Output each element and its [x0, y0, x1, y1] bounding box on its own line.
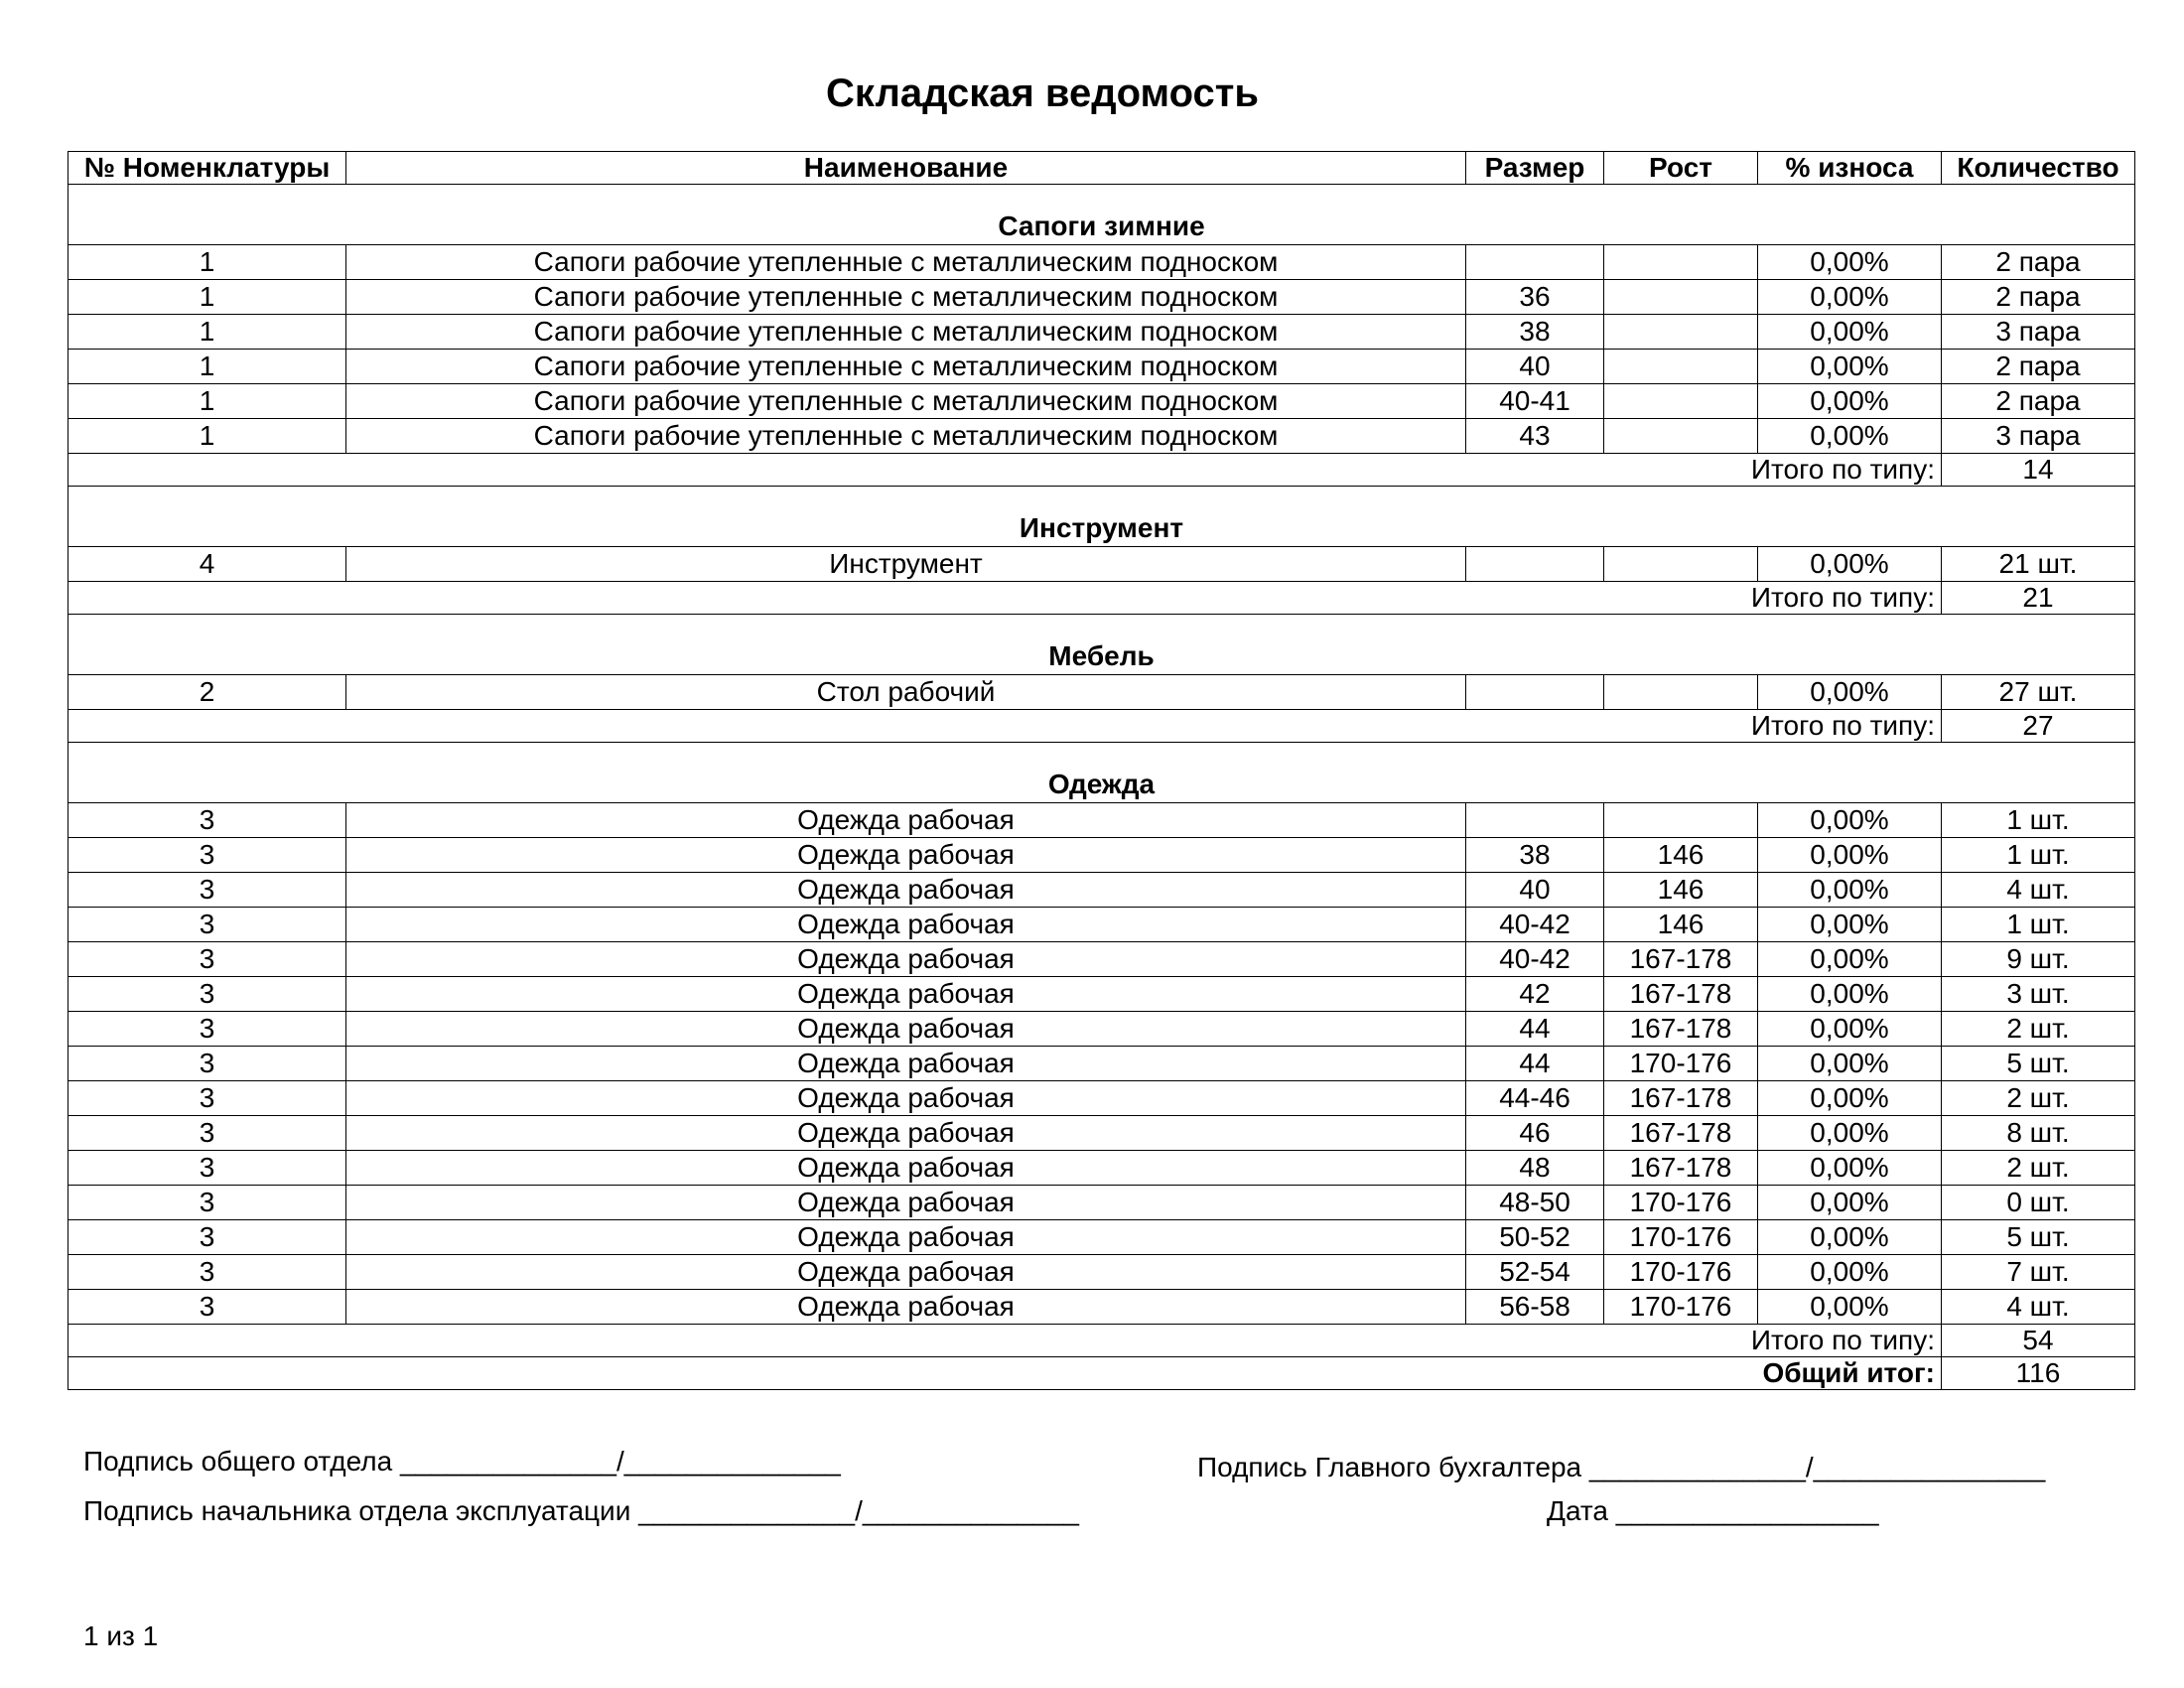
group-title: Одежда — [68, 743, 2135, 803]
column-header-quantity: Количество — [1942, 152, 2135, 185]
cell-name: Одежда рабочая — [346, 803, 1466, 838]
cell-quantity: 4 шт. — [1942, 873, 2135, 908]
cell-wear: 0,00% — [1758, 838, 1942, 873]
cell-nomenclature: 3 — [68, 838, 346, 873]
cell-size: 43 — [1466, 419, 1604, 454]
cell-wear: 0,00% — [1758, 350, 1942, 384]
cell-nomenclature: 3 — [68, 803, 346, 838]
table-row — [68, 1116, 2135, 1151]
cell-quantity: 2 пара — [1942, 350, 2135, 384]
group-header-row — [68, 487, 2135, 547]
table-header-row — [68, 152, 2135, 185]
cell-height: 167-178 — [1604, 1116, 1758, 1151]
signature-operations-head: Подпись начальника отдела эксплуатации ______________/______________ — [83, 1495, 1079, 1526]
column-header-size: Размер — [1466, 152, 1604, 185]
cell-size: 48 — [1466, 1151, 1604, 1186]
group-header-row — [68, 185, 2135, 245]
cell-wear: 0,00% — [1758, 908, 1942, 942]
cell-quantity: 7 шт. — [1942, 1255, 2135, 1290]
cell-size: 40-42 — [1466, 908, 1604, 942]
cell-height — [1604, 350, 1758, 384]
subtotal-label: Итого по типу: — [68, 1325, 1942, 1357]
cell-quantity: 3 шт. — [1942, 977, 2135, 1012]
cell-nomenclature: 3 — [68, 1186, 346, 1220]
cell-nomenclature: 3 — [68, 1081, 346, 1116]
grand-total-value: 116 — [1942, 1357, 2135, 1390]
cell-name: Одежда рабочая — [346, 1290, 1466, 1325]
cell-quantity: 4 шт. — [1942, 1290, 2135, 1325]
cell-size — [1466, 547, 1604, 582]
table-row — [68, 1255, 2135, 1290]
cell-nomenclature: 3 — [68, 1116, 346, 1151]
cell-name: Одежда рабочая — [346, 908, 1466, 942]
cell-name: Одежда рабочая — [346, 1151, 1466, 1186]
cell-name: Одежда рабочая — [346, 1255, 1466, 1290]
table-row — [68, 1047, 2135, 1081]
cell-height: 146 — [1604, 908, 1758, 942]
subtotal-value: 14 — [1942, 454, 2135, 487]
cell-nomenclature: 1 — [68, 280, 346, 315]
page-number: 1 из 1 — [83, 1620, 159, 1651]
group-header-row — [68, 615, 2135, 675]
cell-nomenclature: 3 — [68, 942, 346, 977]
cell-wear: 0,00% — [1758, 1290, 1942, 1325]
cell-quantity: 2 шт. — [1942, 1081, 2135, 1116]
cell-wear: 0,00% — [1758, 1012, 1942, 1047]
table-row — [68, 803, 2135, 838]
cell-quantity: 0 шт. — [1942, 1186, 2135, 1220]
table-body — [68, 185, 2135, 1357]
signature-general-dept: Подпись общего отдела ______________/______________ — [83, 1446, 841, 1477]
cell-quantity: 5 шт. — [1942, 1047, 2135, 1081]
cell-name: Одежда рабочая — [346, 942, 1466, 977]
subtotal-label: Итого по типу: — [68, 454, 1942, 487]
cell-size: 36 — [1466, 280, 1604, 315]
cell-height: 167-178 — [1604, 942, 1758, 977]
cell-nomenclature: 3 — [68, 1290, 346, 1325]
cell-height: 167-178 — [1604, 1151, 1758, 1186]
table-row — [68, 547, 2135, 582]
group-title: Инструмент — [68, 487, 2135, 547]
cell-size: 46 — [1466, 1116, 1604, 1151]
cell-wear: 0,00% — [1758, 1255, 1942, 1290]
cell-nomenclature: 3 — [68, 977, 346, 1012]
cell-quantity: 21 шт. — [1942, 547, 2135, 582]
cell-quantity: 27 шт. — [1942, 675, 2135, 710]
cell-nomenclature: 3 — [68, 1047, 346, 1081]
cell-size: 44 — [1466, 1047, 1604, 1081]
cell-wear: 0,00% — [1758, 547, 1942, 582]
cell-size: 48-50 — [1466, 1186, 1604, 1220]
cell-name: Одежда рабочая — [346, 873, 1466, 908]
group-title: Сапоги зимние — [68, 185, 2135, 245]
cell-wear: 0,00% — [1758, 1081, 1942, 1116]
cell-size — [1466, 245, 1604, 280]
cell-size: 40 — [1466, 873, 1604, 908]
cell-wear: 0,00% — [1758, 245, 1942, 280]
cell-height — [1604, 547, 1758, 582]
table-row — [68, 1220, 2135, 1255]
cell-wear: 0,00% — [1758, 1047, 1942, 1081]
cell-quantity: 1 шт. — [1942, 803, 2135, 838]
cell-height: 170-176 — [1604, 1186, 1758, 1220]
column-header-height: Рост — [1604, 152, 1758, 185]
cell-name: Одежда рабочая — [346, 977, 1466, 1012]
table-row — [68, 873, 2135, 908]
cell-nomenclature: 1 — [68, 315, 346, 350]
subtotal-value: 27 — [1942, 710, 2135, 743]
table-row — [68, 1186, 2135, 1220]
cell-height — [1604, 675, 1758, 710]
cell-height: 170-176 — [1604, 1290, 1758, 1325]
cell-size: 40-41 — [1466, 384, 1604, 419]
table-row — [68, 1012, 2135, 1047]
table-row — [68, 419, 2135, 454]
table-row — [68, 350, 2135, 384]
cell-size: 38 — [1466, 315, 1604, 350]
cell-quantity: 3 пара — [1942, 315, 2135, 350]
cell-nomenclature: 3 — [68, 908, 346, 942]
cell-height: 167-178 — [1604, 977, 1758, 1012]
cell-quantity: 1 шт. — [1942, 908, 2135, 942]
cell-nomenclature: 1 — [68, 350, 346, 384]
table-row — [68, 977, 2135, 1012]
column-header-name: Наименование — [346, 152, 1466, 185]
cell-height — [1604, 384, 1758, 419]
cell-name: Стол рабочий — [346, 675, 1466, 710]
cell-name: Одежда рабочая — [346, 1116, 1466, 1151]
cell-size: 40-42 — [1466, 942, 1604, 977]
cell-wear: 0,00% — [1758, 384, 1942, 419]
cell-wear: 0,00% — [1758, 873, 1942, 908]
column-header-nomenclature: № Номенклатуры — [68, 152, 346, 185]
cell-wear: 0,00% — [1758, 1151, 1942, 1186]
cell-quantity: 3 пара — [1942, 419, 2135, 454]
subtotal-row — [68, 1325, 2135, 1357]
subtotal-value: 21 — [1942, 582, 2135, 615]
cell-height — [1604, 803, 1758, 838]
cell-wear: 0,00% — [1758, 1116, 1942, 1151]
signature-date: Дата _________________ — [1547, 1495, 1879, 1526]
cell-name: Сапоги рабочие утепленные с металлическим подноском — [346, 315, 1466, 350]
subtotal-value: 54 — [1942, 1325, 2135, 1357]
cell-wear: 0,00% — [1758, 419, 1942, 454]
cell-name: Сапоги рабочие утепленные с металлическим подноском — [346, 280, 1466, 315]
cell-name: Одежда рабочая — [346, 1081, 1466, 1116]
cell-nomenclature: 1 — [68, 419, 346, 454]
group-title: Мебель — [68, 615, 2135, 675]
cell-height — [1604, 280, 1758, 315]
cell-nomenclature: 2 — [68, 675, 346, 710]
cell-name: Сапоги рабочие утепленные с металлическим подноском — [346, 245, 1466, 280]
cell-name: Сапоги рабочие утепленные с металлическим подноском — [346, 419, 1466, 454]
cell-quantity: 9 шт. — [1942, 942, 2135, 977]
cell-wear: 0,00% — [1758, 315, 1942, 350]
cell-height: 146 — [1604, 838, 1758, 873]
signature-chief-accountant: Подпись Главного бухгалтера ______________/_______________ — [1197, 1452, 2046, 1482]
cell-wear: 0,00% — [1758, 977, 1942, 1012]
cell-name: Инструмент — [346, 547, 1466, 582]
cell-quantity: 2 пара — [1942, 245, 2135, 280]
cell-size: 38 — [1466, 838, 1604, 873]
cell-height: 167-178 — [1604, 1081, 1758, 1116]
cell-quantity: 2 шт. — [1942, 1012, 2135, 1047]
cell-quantity: 5 шт. — [1942, 1220, 2135, 1255]
cell-nomenclature: 1 — [68, 245, 346, 280]
table-row — [68, 1290, 2135, 1325]
cell-height: 170-176 — [1604, 1255, 1758, 1290]
grand-total-row — [68, 1357, 2135, 1390]
table-row — [68, 1151, 2135, 1186]
cell-height — [1604, 245, 1758, 280]
cell-wear: 0,00% — [1758, 280, 1942, 315]
subtotal-label: Итого по типу: — [68, 582, 1942, 615]
table-row — [68, 675, 2135, 710]
cell-name: Одежда рабочая — [346, 1047, 1466, 1081]
group-header-row — [68, 743, 2135, 803]
subtotal-row — [68, 710, 2135, 743]
cell-height: 170-176 — [1604, 1047, 1758, 1081]
cell-size: 42 — [1466, 977, 1604, 1012]
cell-height — [1604, 419, 1758, 454]
table-row — [68, 838, 2135, 873]
table-row — [68, 384, 2135, 419]
cell-name: Одежда рабочая — [346, 1220, 1466, 1255]
cell-size: 56-58 — [1466, 1290, 1604, 1325]
cell-name: Одежда рабочая — [346, 1012, 1466, 1047]
cell-wear: 0,00% — [1758, 675, 1942, 710]
cell-nomenclature: 3 — [68, 1255, 346, 1290]
cell-wear: 0,00% — [1758, 803, 1942, 838]
subtotal-row — [68, 582, 2135, 615]
cell-height: 167-178 — [1604, 1012, 1758, 1047]
cell-nomenclature: 3 — [68, 1151, 346, 1186]
cell-size — [1466, 675, 1604, 710]
cell-quantity: 2 пара — [1942, 384, 2135, 419]
cell-wear: 0,00% — [1758, 942, 1942, 977]
cell-size — [1466, 803, 1604, 838]
cell-size: 44 — [1466, 1012, 1604, 1047]
grand-total-label: Общий итог: — [68, 1357, 1942, 1390]
table-row — [68, 280, 2135, 315]
cell-size: 50-52 — [1466, 1220, 1604, 1255]
cell-name: Одежда рабочая — [346, 838, 1466, 873]
table-row — [68, 1081, 2135, 1116]
cell-height: 170-176 — [1604, 1220, 1758, 1255]
cell-nomenclature: 3 — [68, 1012, 346, 1047]
cell-name: Сапоги рабочие утепленные с металлическим подноском — [346, 384, 1466, 419]
table-row — [68, 245, 2135, 280]
cell-nomenclature: 4 — [68, 547, 346, 582]
cell-size: 40 — [1466, 350, 1604, 384]
cell-nomenclature: 3 — [68, 873, 346, 908]
cell-quantity: 8 шт. — [1942, 1116, 2135, 1151]
cell-quantity: 1 шт. — [1942, 838, 2135, 873]
inventory-table — [68, 151, 2135, 1390]
cell-size: 44-46 — [1466, 1081, 1604, 1116]
cell-nomenclature: 3 — [68, 1220, 346, 1255]
cell-wear: 0,00% — [1758, 1220, 1942, 1255]
cell-name: Одежда рабочая — [346, 1186, 1466, 1220]
cell-size: 52-54 — [1466, 1255, 1604, 1290]
column-header-wear: % износа — [1758, 152, 1942, 185]
cell-nomenclature: 1 — [68, 384, 346, 419]
subtotal-row — [68, 454, 2135, 487]
table-row — [68, 942, 2135, 977]
cell-name: Сапоги рабочие утепленные с металлическим подноском — [346, 350, 1466, 384]
cell-height — [1604, 315, 1758, 350]
table-row — [68, 908, 2135, 942]
document-title: Складская ведомость — [826, 71, 1259, 115]
cell-quantity: 2 шт. — [1942, 1151, 2135, 1186]
subtotal-label: Итого по типу: — [68, 710, 1942, 743]
table-row — [68, 315, 2135, 350]
cell-height: 146 — [1604, 873, 1758, 908]
cell-wear: 0,00% — [1758, 1186, 1942, 1220]
cell-quantity: 2 пара — [1942, 280, 2135, 315]
